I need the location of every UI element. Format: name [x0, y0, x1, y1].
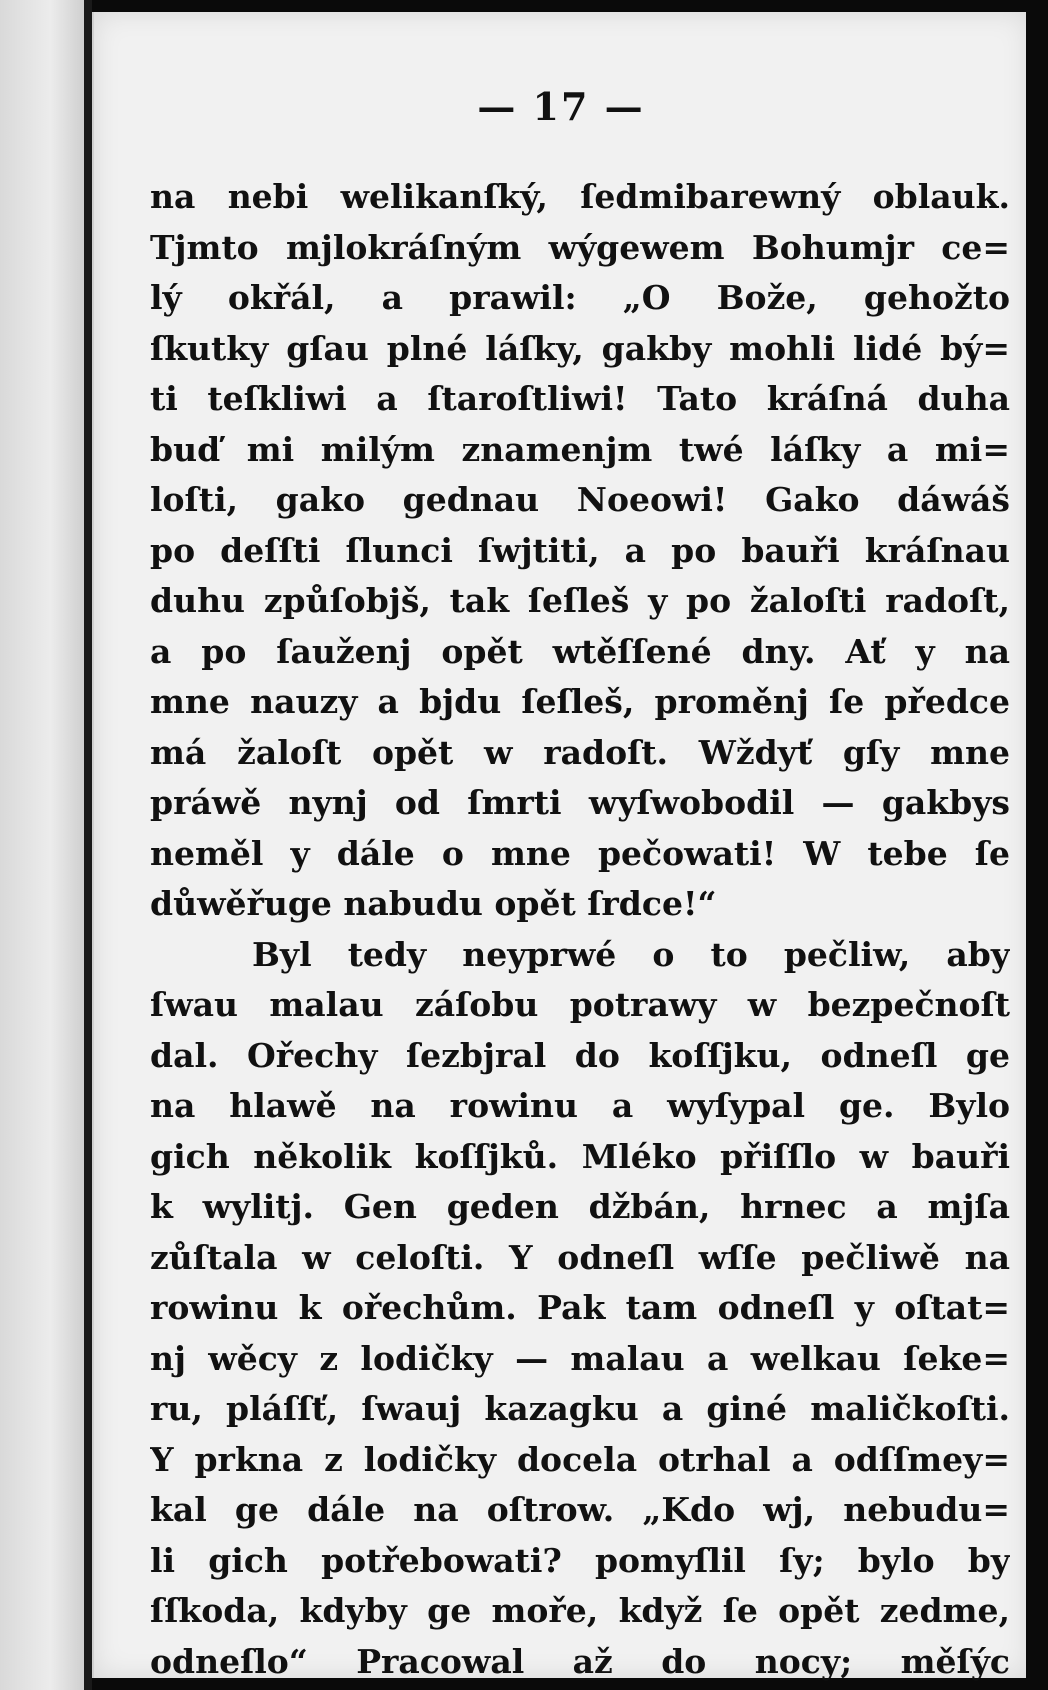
text-line: loſti, gako gednau Noeowi! Gako dáwáš [150, 480, 1010, 519]
text-line: a po ſauženj opět wtěſſené dny. Ať y na [150, 631, 1010, 671]
text-line: na hlawě na rowinu a wyſypal ge. Bylo [150, 1086, 1010, 1125]
text-line: kal ge dále na oſtrow. „Kdo wj, nebudu= [150, 1490, 1010, 1529]
body-text [150, 172, 1010, 1687]
text-line: Y prkna z lodičky docela otrhal a odſſmey= [150, 1439, 1010, 1479]
text-line: neměl y dále o mne pečowati! W tebe ſe [150, 833, 1010, 873]
previous-page-edge [0, 0, 84, 1690]
text-line: Tjmto mjlokráſným wýgewem Bohumjr ce= [150, 227, 1010, 267]
text-line: ſwau malau záſobu potrawy w bezpečnoſt [150, 985, 1010, 1024]
page-number: — 17 — [477, 84, 645, 129]
text-line: dal. Ořechy ſezbjral do koſſjku, odneſl ge [150, 1035, 1010, 1075]
text-line: buď mi milým znamenjm twé láſky a mi= [150, 429, 1010, 469]
text-line: rowinu k ořechům. Pak tam odneſl y oſtat= [150, 1288, 1010, 1327]
paragraph-start-line: Byl tedy neyprwé o to pečliw, aby [252, 934, 1010, 974]
text-line: duhu způſobjš, tak ſeſleš y po žaloſti radoſt, [150, 581, 1010, 620]
text-line: ti teſkliwi a ſtaroſtliwi! Tato kráſná duha [150, 379, 1010, 418]
text-line: zůſtala w celoſti. Y odneſl wſſe pečliwě na [150, 1237, 1010, 1277]
text-line: li gich potřebowati? pomyſlil ſy; bylo by [150, 1540, 1010, 1580]
text-line: ru, pláſſť, ſwauj kazagku a giné maličkoſti. [150, 1389, 1010, 1428]
text-line: mne nauzy a bjdu ſeſleš, proměnj ſe předce [150, 682, 1010, 721]
text-line: má žaloſt opět w radoſt. Wždyť gſy mne [150, 732, 1010, 772]
text-line: po deſſti ſlunci ſwjtiti, a po bauři kráſnau [150, 530, 1010, 570]
text-line: práwě nynj od ſmrti wyſwobodil — gakbys [150, 783, 1010, 822]
text-line: k wylitj. Gen geden džbán, hrnec a mjſa [150, 1187, 1010, 1226]
text-line: gich několik koſſjků. Mléko přiſſlo w bauři [150, 1136, 1010, 1176]
text-line: ſſkoda, kdyby ge moře, když ſe opět zedme, [150, 1591, 1010, 1630]
book-page [92, 12, 1028, 1681]
scan-border [1026, 0, 1048, 1690]
text-line: nj wěcy z lodičky — malau a welkau ſeke= [150, 1338, 1010, 1378]
text-line: na nebi welikanſký, ſedmibarewný oblauk. [150, 177, 1010, 216]
text-line: odneſlo“ Pracowal až do nocy; měſýc [150, 1641, 1010, 1681]
text-line: ſkutky gſau plné láſky, gakby mohli lidé bý= [150, 328, 1010, 368]
paragraph-end-line: důwěřuge nabudu opět ſrdce!“ [150, 884, 717, 923]
book-gutter [84, 0, 92, 1690]
text-line: lý okřál, a prawil: „O Bože, gehožto [150, 278, 1010, 317]
